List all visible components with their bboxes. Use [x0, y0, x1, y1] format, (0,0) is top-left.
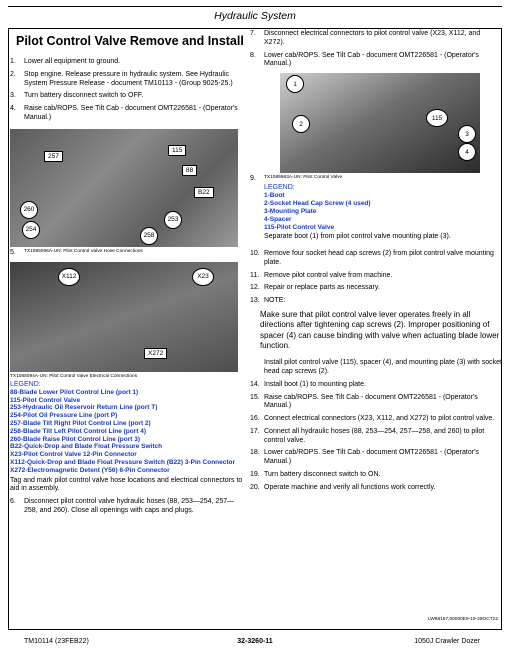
step-item	[250, 428, 502, 446]
callout-4: 4	[458, 143, 476, 161]
figure-electrical-caption-text: TX1085094A-UN: Pilot Control Valve Electrical Connections	[10, 373, 138, 379]
step-text: Lower all equipment to ground.	[24, 58, 121, 65]
step-item	[250, 52, 502, 70]
note-text: Make sure that pilot control valve lever operates freely in all directions after tightening cap screws (2). Improper positioning of spacer (4) can cause binding with valve when actuating blade lower function.	[260, 309, 500, 351]
figure-hose-caption	[10, 249, 246, 256]
figure-pilot-control-valve	[280, 73, 480, 173]
step-text: Stop engine. Release pressure in hydraulic system. See Hydraulic System Pressure Release - document TM10113 - (Group 9025-25.)	[24, 70, 233, 87]
callout-260: 260	[20, 201, 38, 219]
step-text: Disconnect electrical connectors to pilot control valve (X23, X112, and X272).	[264, 30, 481, 46]
figure-valve-caption	[250, 175, 502, 182]
step-text: Remove four socket head cap screws (2) from pilot control valve mounting plate.	[264, 250, 494, 266]
footer-page-number: 32-3260-11	[237, 638, 273, 645]
legend-item: X23-Pilot Control Valve 12-Pin Connector	[10, 451, 137, 459]
step-number: 4.	[10, 105, 16, 112]
legend-item: 115-Pilot Control Valve	[10, 396, 81, 404]
step-text: Repair or replace parts as necessary.	[264, 284, 380, 292]
footer-machine-model: 1050J Crawler Dozer	[414, 638, 480, 645]
callout-88: 88	[182, 165, 197, 176]
step-item	[250, 381, 502, 390]
callout-253: 253	[164, 211, 182, 229]
step-6-list	[10, 498, 246, 516]
callout-257: 257	[44, 151, 63, 162]
callout-115: 115	[426, 109, 448, 127]
step-number: 16.	[250, 415, 260, 423]
legend-item: 253-Hydraulic Oil Reservoir Return Line (port T)	[10, 404, 158, 412]
step-text: Turn battery disconnect switch to ON.	[264, 470, 381, 478]
step-item	[10, 92, 246, 101]
callout-115: 115	[168, 145, 186, 156]
section-title: Hydraulic System	[214, 10, 296, 22]
install-instruction: Install pilot control valve (115), spacer (4), and mounting plate (3) with socket head cap screws (2).	[264, 359, 502, 376]
step-item	[250, 272, 502, 281]
callout-2: 2	[292, 115, 310, 133]
step-text: Raise cab/ROPS. See Tilt Cab - document OMT226581 - (Operator's Manual.)	[264, 393, 478, 410]
legend-item: 254-Pilot Oil Pressure Line (port P)	[10, 412, 118, 420]
header-rule-top	[8, 6, 502, 7]
step-item	[250, 250, 502, 268]
step-text: Lower cab/ROPS. See Tilt Cab - document OMT226581 - (Operator's Manual.)	[264, 449, 479, 466]
step-item	[10, 105, 246, 123]
figure-hose-connections	[10, 129, 238, 247]
step-number: 17.	[250, 427, 260, 435]
step-number: 14.	[250, 380, 260, 388]
step-text: Turn battery disconnect switch to OFF.	[24, 92, 144, 100]
step-item	[250, 415, 502, 424]
step-item	[250, 449, 502, 467]
step-item	[250, 394, 502, 412]
step-number: 1.	[10, 58, 16, 65]
step-number: 15.	[250, 393, 260, 401]
step-text: Lower cab/ROPS. See Tilt Cab - document OMT226581 - (Operator's Manual.)	[264, 51, 479, 68]
legend-item: 2-Socket Head Cap Screw (4 used)	[264, 200, 371, 208]
callout-x23: X23	[192, 268, 214, 286]
callout-254: 254	[22, 221, 40, 239]
callout-x272: X272	[144, 348, 167, 359]
legend-item: 260-Blade Raise Pilot Control Line (port 3)	[10, 435, 141, 443]
step-number: 8.	[250, 51, 256, 59]
page-footer	[10, 638, 500, 650]
figure-valve-caption-text: TX1085963A-UN: Pilot Control Valve	[264, 175, 343, 180]
legend-right	[264, 184, 502, 231]
steps-right-bottom-list	[250, 381, 502, 493]
step-item	[250, 30, 502, 48]
step-text: Remove pilot control valve from machine.	[264, 271, 393, 279]
page-title: Pilot Control Valve Remove and Install	[16, 34, 244, 48]
step-number: 13.	[250, 297, 260, 305]
step-item	[10, 58, 246, 67]
step-item	[250, 484, 502, 493]
step-item	[250, 284, 502, 293]
footer-manual-id: TM10114 (23FEB22)	[24, 638, 89, 645]
legend-right-title: LEGEND:	[264, 184, 295, 191]
steps-right-mid-list	[250, 250, 502, 306]
step-text: NOTE:	[264, 297, 286, 305]
callout-b22: B22	[194, 187, 214, 198]
step-text: Connect all hydraulic hoses (88, 253—254, 257—258, and 260) to pilot control valve.	[264, 427, 485, 444]
legend-item: 257-Blade Tilt Right Pilot Control Line (port 2)	[10, 420, 151, 428]
document-id: LW88157,00000E9-19-28OCT22	[427, 617, 498, 622]
callout-1: 1	[286, 75, 304, 93]
step-text: Operate machine and verify all functions work correctly.	[264, 483, 436, 491]
step-number: 19.	[250, 470, 260, 478]
legend-left-items	[10, 389, 246, 475]
step-item	[10, 71, 246, 89]
step-number: 3.	[10, 92, 16, 100]
tag-instruction: Tag and mark pilot control valve hose locations and electrical connectors to aid in assembly.	[10, 476, 243, 493]
separate-boot-instruction: Separate boot (1) from pilot control valve mounting plate (3).	[264, 233, 451, 241]
step-number: 2.	[10, 70, 16, 78]
step-text: Install boot (1) to mounting plate.	[264, 380, 366, 388]
step-item	[250, 471, 502, 480]
callout-x112: X112	[58, 268, 80, 286]
legend-item: B22-Quick-Drop and Blade Float Pressure Switch	[10, 443, 163, 451]
legend-item: 88-Blade Lower Pilot Control Line (port 1)	[10, 388, 139, 396]
step-9-number: 9.	[250, 175, 256, 182]
callout-258: 258	[140, 227, 158, 245]
legend-left-title: LEGEND:	[10, 380, 41, 388]
left-column	[10, 30, 246, 520]
legend-item: 3-Mounting Plate	[264, 207, 317, 215]
steps-right-top-list	[250, 30, 502, 69]
step-number: 12.	[250, 284, 260, 292]
callout-3: 3	[458, 125, 476, 143]
legend-item: 258-Blade Tilt Left Pilot Control Line (port 4)	[10, 427, 147, 435]
legend-item: X112-Quick-Drop and Blade Float Pressure Switch (B22) 3-Pin Connector	[10, 459, 236, 467]
legend-item: 4-Spacer	[264, 215, 292, 223]
step-text: Raise cab/ROPS. See Tilt Cab - document OMT226581 - (Operator's Manual.)	[24, 105, 238, 121]
step-5-number: 5.	[10, 248, 16, 256]
steps-left-list	[10, 58, 246, 123]
legend-item: 115-Pilot Control Valve	[264, 223, 335, 231]
step-6: 6. Disconnect pilot control valve hydraulic hoses (88, 253—254, 257—258, and 260). Close all openings with caps and plugs.	[10, 498, 235, 514]
step-text: Connect electrical connectors (X23, X112, and X272) to pilot control valve.	[264, 415, 495, 423]
legend-item: X272-Electromagnetic Detent (Y56) 6-Pin Connector	[10, 466, 170, 474]
figure-electrical-caption	[10, 374, 246, 379]
step-number: 18.	[250, 449, 260, 457]
step-item	[250, 297, 502, 306]
figure-electrical-connections	[10, 262, 238, 372]
legend-right-items	[264, 192, 502, 231]
legend-item: 1-Boot	[264, 192, 285, 200]
step-number: 20.	[250, 483, 260, 491]
step-number: 11.	[250, 271, 260, 279]
figure-hose-caption-text: TX1085096A-UN: Pilot Control Valve Hose Connections	[24, 248, 143, 254]
step-number: 7.	[250, 30, 256, 37]
legend-left	[10, 381, 246, 475]
step-number: 10.	[250, 250, 260, 258]
right-column	[250, 30, 502, 496]
